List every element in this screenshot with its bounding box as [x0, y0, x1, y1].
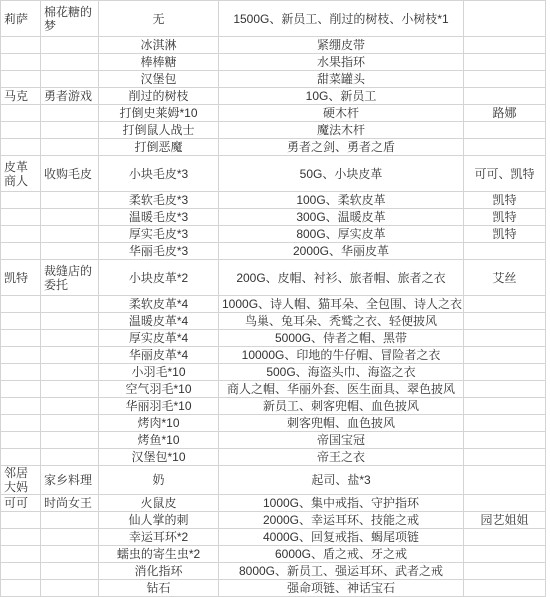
item-cell: 温暖皮革*4: [99, 313, 219, 330]
npc-cell: [1, 226, 41, 243]
table-row: [1, 313, 546, 330]
npc-cell: [1, 347, 41, 364]
npc-cell: [1, 563, 41, 580]
other-cell: 园艺姐姐: [464, 512, 546, 529]
reward-cell: 甜菜罐头: [219, 71, 464, 88]
other-cell: [464, 71, 546, 88]
quest-cell: [41, 226, 99, 243]
reward-cell: 800G、厚实皮革: [219, 226, 464, 243]
quest-cell: [41, 313, 99, 330]
npc-cell: [1, 139, 41, 156]
reward-cell: 硬木杆: [219, 105, 464, 122]
table-row: [1, 364, 546, 381]
other-cell: [464, 495, 546, 512]
reward-cell: 勇者之剑、勇者之盾: [219, 139, 464, 156]
item-cell: 空气羽毛*10: [99, 381, 219, 398]
npc-cell: [1, 546, 41, 563]
npc-cell: [1, 398, 41, 415]
table-row: [1, 209, 546, 226]
item-cell: 钻石: [99, 580, 219, 597]
reward-cell: 1000G、诗人帽、猫耳朵、全包围、诗人之衣: [219, 296, 464, 313]
reward-cell: 10G、新员工: [219, 88, 464, 105]
npc-cell: [1, 432, 41, 449]
table-row: [1, 156, 546, 192]
reward-cell: 10000G、印地的牛仔帽、冒险者之衣: [219, 347, 464, 364]
other-cell: 路娜: [464, 105, 546, 122]
item-cell: 无: [99, 1, 219, 37]
quest-cell: [41, 139, 99, 156]
reward-cell: 8000G、新员工、强运耳环、武者之戒: [219, 563, 464, 580]
table-row: [1, 1, 546, 37]
reward-cell: 500G、海盗头巾、海盗之衣: [219, 364, 464, 381]
item-cell: 棒棒糖: [99, 54, 219, 71]
reward-cell: 50G、小块皮革: [219, 156, 464, 192]
quest-cell: [41, 449, 99, 466]
quest-cell: [41, 381, 99, 398]
other-cell: 可可、凯特: [464, 156, 546, 192]
table-row: [1, 296, 546, 313]
item-cell: 华丽毛皮*3: [99, 243, 219, 260]
quest-cell: [41, 529, 99, 546]
table-row: [1, 381, 546, 398]
npc-cell: 马克: [1, 88, 41, 105]
reward-cell: 2000G、华丽皮革: [219, 243, 464, 260]
item-cell: 打倒恶魔: [99, 139, 219, 156]
quest-cell: [41, 398, 99, 415]
reward-cell: 鸟巢、兔耳朵、秃鹫之衣、轻便披风: [219, 313, 464, 330]
npc-cell: [1, 209, 41, 226]
other-cell: [464, 296, 546, 313]
table-row: [1, 466, 546, 495]
quest-cell: [41, 54, 99, 71]
other-cell: [464, 347, 546, 364]
item-cell: 汉堡包*10: [99, 449, 219, 466]
reward-cell: 6000G、盾之戒、牙之戒: [219, 546, 464, 563]
other-cell: [464, 563, 546, 580]
reward-cell: 1000G、集中戒指、守护指环: [219, 495, 464, 512]
quest-cell: [41, 364, 99, 381]
npc-cell: [1, 449, 41, 466]
other-cell: [464, 381, 546, 398]
item-cell: 厚实皮革*4: [99, 330, 219, 347]
quest-cell: 收购毛皮: [41, 156, 99, 192]
quest-cell: [41, 122, 99, 139]
table-row: [1, 415, 546, 432]
table-row: [1, 54, 546, 71]
other-cell: [464, 54, 546, 71]
item-cell: 厚实毛皮*3: [99, 226, 219, 243]
quest-cell: [41, 512, 99, 529]
other-cell: 艾丝: [464, 260, 546, 296]
table-row: [1, 563, 546, 580]
quest-cell: [41, 105, 99, 122]
item-cell: 打倒史莱姆*10: [99, 105, 219, 122]
quest-cell: [41, 192, 99, 209]
table-row: [1, 139, 546, 156]
item-cell: 烤肉*10: [99, 415, 219, 432]
quest-cell: [41, 432, 99, 449]
table-row: [1, 71, 546, 88]
npc-cell: [1, 296, 41, 313]
other-cell: 凯特: [464, 226, 546, 243]
other-cell: 凯特: [464, 209, 546, 226]
item-cell: 柔软毛皮*3: [99, 192, 219, 209]
quest-cell: [41, 296, 99, 313]
npc-cell: [1, 580, 41, 597]
table-row: [1, 122, 546, 139]
reward-cell: 100G、柔软皮革: [219, 192, 464, 209]
other-cell: [464, 37, 546, 54]
other-cell: [464, 330, 546, 347]
npc-cell: [1, 364, 41, 381]
reward-cell: 强命项链、神话宝石: [219, 580, 464, 597]
npc-cell: [1, 122, 41, 139]
item-cell: 柔软皮革*4: [99, 296, 219, 313]
reward-cell: 刺客兜帽、血色披风: [219, 415, 464, 432]
quest-cell: [41, 37, 99, 54]
item-cell: 火鼠皮: [99, 495, 219, 512]
other-cell: [464, 529, 546, 546]
table-row: [1, 495, 546, 512]
npc-cell: 莉萨: [1, 1, 41, 37]
npc-cell: [1, 330, 41, 347]
table-row: [1, 347, 546, 364]
quest-cell: [41, 563, 99, 580]
table-row: [1, 529, 546, 546]
npc-cell: [1, 54, 41, 71]
item-cell: 汉堡包: [99, 71, 219, 88]
quest-cell: [41, 243, 99, 260]
other-cell: 凯特: [464, 192, 546, 209]
quest-cell: 时尚女王: [41, 495, 99, 512]
item-cell: 冰淇淋: [99, 37, 219, 54]
reward-cell: 帝王之衣: [219, 449, 464, 466]
other-cell: [464, 398, 546, 415]
item-cell: 打倒鼠人战士: [99, 122, 219, 139]
quest-cell: 勇者游戏: [41, 88, 99, 105]
other-cell: [464, 88, 546, 105]
quest-cell: [41, 347, 99, 364]
npc-cell: 皮革商人: [1, 156, 41, 192]
table-row: [1, 546, 546, 563]
npc-cell: [1, 71, 41, 88]
table-row: [1, 37, 546, 54]
quest-cell: 家乡料理: [41, 466, 99, 495]
item-cell: 华丽羽毛*10: [99, 398, 219, 415]
other-cell: [464, 415, 546, 432]
item-cell: 幸运耳环*2: [99, 529, 219, 546]
reward-cell: 水果指环: [219, 54, 464, 71]
reward-cell: 1500G、新员工、削过的树枝、小树枝*1: [219, 1, 464, 37]
other-cell: [464, 243, 546, 260]
other-cell: [464, 466, 546, 495]
npc-cell: [1, 529, 41, 546]
npc-cell: [1, 512, 41, 529]
npc-cell: [1, 37, 41, 54]
reward-cell: 5000G、侍者之帽、黑带: [219, 330, 464, 347]
other-cell: [464, 122, 546, 139]
table-row: [1, 449, 546, 466]
reward-cell: 200G、皮帽、衬衫、旅者帽、旅者之衣: [219, 260, 464, 296]
other-cell: [464, 139, 546, 156]
table-row: [1, 330, 546, 347]
item-cell: 温暖毛皮*3: [99, 209, 219, 226]
npc-cell: [1, 313, 41, 330]
quest-cell: [41, 209, 99, 226]
npc-cell: [1, 192, 41, 209]
table-row: [1, 580, 546, 597]
other-cell: [464, 364, 546, 381]
item-cell: 奶: [99, 466, 219, 495]
table-row: [1, 105, 546, 122]
item-cell: 蠕虫的寄生虫*2: [99, 546, 219, 563]
reward-cell: 紧绷皮带: [219, 37, 464, 54]
item-cell: 仙人掌的刺: [99, 512, 219, 529]
other-cell: [464, 1, 546, 37]
reward-cell: 魔法木杆: [219, 122, 464, 139]
table-row: [1, 432, 546, 449]
reward-cell: 4000G、回复戒指、蝎尾项链: [219, 529, 464, 546]
item-cell: 削过的树枝: [99, 88, 219, 105]
npc-cell: [1, 381, 41, 398]
item-cell: 小块毛皮*3: [99, 156, 219, 192]
reward-cell: 帝国宝冠: [219, 432, 464, 449]
npc-cell: [1, 243, 41, 260]
table-row: [1, 88, 546, 105]
npc-cell: [1, 415, 41, 432]
quest-cell: [41, 415, 99, 432]
other-cell: [464, 546, 546, 563]
item-cell: 烤鱼*10: [99, 432, 219, 449]
quest-cell: 裁缝店的委托: [41, 260, 99, 296]
reward-cell: 300G、温暖皮革: [219, 209, 464, 226]
npc-cell: [1, 105, 41, 122]
item-cell: 小块皮革*2: [99, 260, 219, 296]
quest-cell: [41, 330, 99, 347]
item-cell: 小羽毛*10: [99, 364, 219, 381]
npc-cell: 凯特: [1, 260, 41, 296]
npc-cell: 可可: [1, 495, 41, 512]
table-row: [1, 226, 546, 243]
reward-cell: 2000G、幸运耳环、技能之戒: [219, 512, 464, 529]
table-row: [1, 398, 546, 415]
other-cell: [464, 580, 546, 597]
table-row: [1, 192, 546, 209]
npc-cell: 邻居大妈: [1, 466, 41, 495]
quest-cell: [41, 546, 99, 563]
quest-cell: [41, 71, 99, 88]
item-cell: 华丽皮革*4: [99, 347, 219, 364]
reward-cell: 商人之帽、华丽外套、医生面具、翠色披风: [219, 381, 464, 398]
other-cell: [464, 313, 546, 330]
quest-cell: [41, 580, 99, 597]
table-row: [1, 512, 546, 529]
table-row: [1, 260, 546, 296]
reward-cell: 新员工、刺客兜帽、血色披风: [219, 398, 464, 415]
table-row: [1, 243, 546, 260]
reward-cell: 起司、盐*3: [219, 466, 464, 495]
quest-cell: 棉花糖的梦: [41, 1, 99, 37]
other-cell: [464, 432, 546, 449]
item-cell: 消化指环: [99, 563, 219, 580]
other-cell: [464, 449, 546, 466]
